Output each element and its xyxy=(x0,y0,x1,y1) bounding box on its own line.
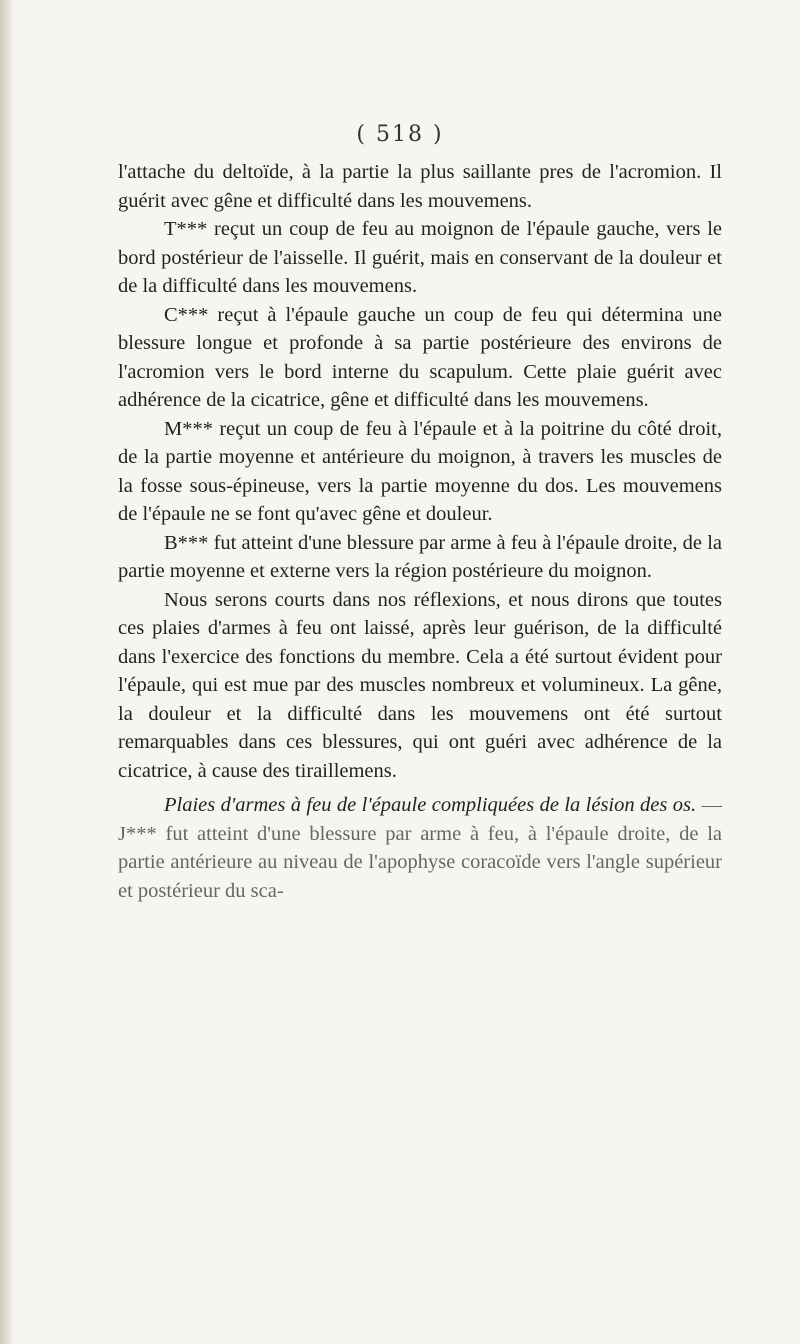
section-title: Plaies d'armes à feu de l'épaule compliquées de la lésion des os. xyxy=(164,794,697,816)
paragraph-reflections: Nous serons courts dans nos réflexions, et nous dirons que toutes ces plaies d'armes à feu ont laissé, après leur guérison, de la difficulté dans l'exercice des fonctions du membre. Cela a été surtout évident pour l'épaule, qui est mue par des muscles nombreux et volumineux. La gêne, la douleur et la difficulté dans les mouvemens ont été surtout remarquables dans ces blessures, qui ont guéri avec adhérence de la cicatrice, à cause des tiraillemens. xyxy=(118,588,722,782)
paragraph-continuation: l'attache du deltoïde, à la partie la plus saillante pres de l'acromion. Il guérit avec gêne et difficulté dans les mouvemens. xyxy=(118,161,722,212)
paragraph-case-b: B*** fut atteint d'une blessure par arme à feu à l'épaule droite, de la partie moyenne et externe vers la région postérieure du moignon. xyxy=(118,531,722,582)
paragraph-case-t: T*** reçut un coup de feu au moignon de l'épaule gauche, vers le bord postérieur de l'aisselle. Il guérit, mais en conservant de la douleur et de la difficulté dans les mouvemens. xyxy=(118,218,722,297)
section-text: — J*** fut atteint d'une blessure par arme à feu, à l'épaule droite, de la partie antérieure au niveau de l'apophyse coracoïde vers l'angle supérieur et postérieur du sca- xyxy=(118,794,723,902)
paragraph-case-c: C*** reçut à l'épaule gauche un coup de feu qui détermina une blessure longue et profonde à sa partie postérieure des environs de l'acromion vers le bord interne du scapulum. Cette plaie guérit avec adhérence de la cicatrice, gêne et difficulté dans les mouvemens. xyxy=(118,303,722,411)
body-text xyxy=(118,158,722,905)
paragraph-case-m: M*** reçut un coup de feu à l'épaule et à la poitrine du côté droit, de la partie moyenne et antérieure du moignon, à travers les muscles de la fosse sous-épineuse, vers la partie moyenne du dos. Les mouvemens de l'épaule ne se font qu'avec gêne et douleur. xyxy=(118,417,722,525)
page-number: ( 518 ) xyxy=(356,122,444,147)
section-paragraph xyxy=(118,791,722,905)
